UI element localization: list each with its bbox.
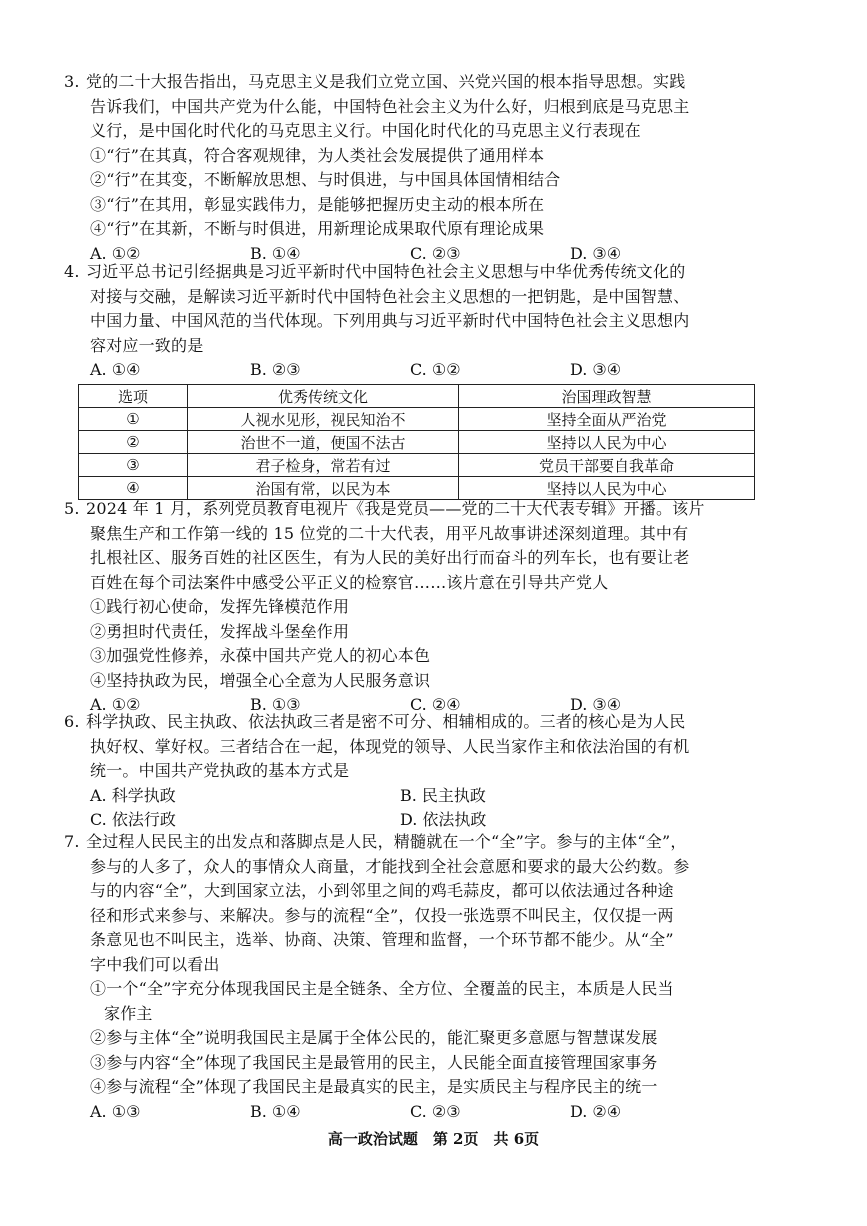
option-c[interactable]: C. ②③ xyxy=(410,1101,461,1121)
table-cell: 坚持以人民为中心 xyxy=(459,477,755,500)
question-5 xyxy=(64,497,754,717)
question-3 xyxy=(64,70,754,266)
question-4 xyxy=(64,260,754,500)
question-number: 4. xyxy=(64,262,80,281)
question-number: 7. xyxy=(64,832,80,851)
statement-1: ①“行”在其真，符合客观规律，为人类社会发展提供了通用样本 xyxy=(90,145,545,165)
question-stem-line: 与的内容“全”，大到国家立法，小到邻里之间的鸡毛蒜皮，都可以依法通过各种途 xyxy=(90,881,674,900)
table-header: 优秀传统文化 xyxy=(188,385,459,408)
question-number: 3. xyxy=(64,72,80,91)
table-cell: 坚持以人民为中心 xyxy=(459,431,755,454)
option-d[interactable]: D. ③④ xyxy=(570,360,622,379)
question-stem-line: 5. 2024 年 1 月，系列党员教育电视片《我是党员——党的二十大代表专辑》开播。该片 xyxy=(64,497,754,522)
table-cell: 人视水见形，视民知治不 xyxy=(188,408,459,431)
question-stem-line: 百姓在每个司法案件中感受公平正义的检察官……该片意在引导共产党人 xyxy=(90,572,609,592)
statement-1: ①践行初心使命，发挥先锋模范作用 xyxy=(90,597,350,616)
option-b[interactable]: B. 民主执政 xyxy=(400,785,486,805)
statement-3: ③“行”在其用，彰显实践伟力，是能够把握历史主动的根本所在 xyxy=(90,194,545,214)
option-a[interactable]: A. 科学执政 xyxy=(90,785,176,805)
statement-4: ④“行”在其新，不断与时俱进，用新理论成果取代原有理论成果 xyxy=(90,219,545,238)
table-row xyxy=(79,454,755,477)
table-cell: ④ xyxy=(79,477,188,500)
answer-options xyxy=(64,1100,754,1124)
question-stem-line: 参与的人多了，众人的事情众人商量，才能找到全社会意愿和要求的最大公约数。参 xyxy=(90,856,690,876)
answer-options xyxy=(64,358,754,382)
question-stem-line: 对接与交融，是解读习近平新时代中国特色社会主义思想的一把钥匙，是中国智慧、 xyxy=(90,286,690,306)
option-b[interactable]: B. ①③ xyxy=(250,695,301,714)
statement-1: ①一个“全”字充分体现我国民主是全链条、全方位、全覆盖的民主，本质是人民当 xyxy=(90,979,674,998)
table-cell: 君子检身，常若有过 xyxy=(188,454,459,477)
question-stem-line: 中国力量、中国风范的当代体现。下列用典与习近平新时代中国特色社会主义思想内 xyxy=(90,311,690,330)
option-a[interactable]: A. ①④ xyxy=(90,360,141,379)
option-d[interactable]: D. ③④ xyxy=(570,243,622,263)
question-number: 5. xyxy=(64,499,80,518)
table-header-row xyxy=(79,385,755,408)
question-6 xyxy=(64,710,754,832)
allusion-table xyxy=(78,384,755,500)
statement-4: ④参与流程“全”体现了我国民主是最真实的民主，是实质民主与程序民主的统一 xyxy=(90,1077,658,1096)
question-stem-line: 扎根社区、服务百姓的社区医生，有为人民的美好出行而奋斗的列车长，也有要让老 xyxy=(90,548,690,567)
table-cell: ② xyxy=(79,431,188,454)
question-stem-line: 告诉我们，中国共产党为什么能，中国特色社会主义为什么好，归根到底是马克思主 xyxy=(90,96,690,116)
question-stem-line: 条意见也不叫民主，选举、协商、决策、管理和监督，一个环节都不能少。从“全” xyxy=(90,930,674,949)
option-b[interactable]: B. ①④ xyxy=(250,243,301,263)
question-stem-line: 6. 科学执政、民主执政、依法执政三者是密不可分、相辅相成的。三者的核心是为人民 xyxy=(64,710,754,735)
table-cell: ① xyxy=(79,408,188,431)
question-stem-line: 字中我们可以看出 xyxy=(90,954,220,974)
question-stem-line: 义行，是中国化时代化的马克思主义行。中国化时代化的马克思主义行表现在 xyxy=(90,121,641,140)
statement-2: ②“行”在其变，不断解放思想、与时俱进，与中国具体国情相结合 xyxy=(90,170,561,189)
option-b[interactable]: B. ②③ xyxy=(250,360,301,379)
option-b[interactable]: B. ①④ xyxy=(250,1101,301,1121)
answer-options xyxy=(64,784,754,832)
question-stem-line: 径和形式来参与、来解决。参与的流程“全”，仅投一张选票不叫民主，仅仅提一两 xyxy=(90,905,674,925)
option-d[interactable]: D. ②④ xyxy=(570,1101,622,1121)
table-cell: ③ xyxy=(79,454,188,477)
table-header: 治国理政智慧 xyxy=(459,385,755,408)
question-7 xyxy=(64,830,754,1124)
statement-2: ②勇担时代责任，发挥战斗堡垒作用 xyxy=(90,621,350,641)
table-cell: 坚持全面从严治党 xyxy=(459,408,755,431)
statement-2: ②参与主体“全”说明我国民主是属于全体公民的，能汇聚更多意愿与智慧谋发展 xyxy=(90,1028,658,1047)
table-cell: 治国有常，以民为本 xyxy=(188,477,459,500)
question-stem-line: 4. 习近平总书记引经据典是习近平新时代中国特色社会主义思想与中华优秀传统文化的 xyxy=(64,260,754,285)
option-a[interactable]: A. ①② xyxy=(90,695,141,714)
table-row xyxy=(79,408,755,431)
question-stem-line: 7. 全过程人民民主的出发点和落脚点是人民，精髓就在一个“全”字。参与的主体“全”， xyxy=(64,830,754,855)
option-a[interactable]: A. ①② xyxy=(90,243,141,263)
statement-3: ③加强党性修养，永葆中国共产党人的初心本色 xyxy=(90,646,431,665)
question-stem-line: 统一。中国共产党执政的基本方式是 xyxy=(90,761,350,780)
question-number: 6. xyxy=(64,712,80,731)
question-stem-line: 3. 党的二十大报告指出，马克思主义是我们立党立国、兴党兴国的根本指导思想。实践 xyxy=(64,70,754,95)
question-stem-line: 执好权、掌好权。三者结合在一起，体现党的领导、人民当家作主和依法治国的有机 xyxy=(90,736,690,756)
option-d[interactable]: D. ③④ xyxy=(570,695,622,714)
option-c[interactable]: C. ②③ xyxy=(410,243,461,263)
table-cell: 治世不一道，便国不法古 xyxy=(188,431,459,454)
question-stem-line: 容对应一致的是 xyxy=(90,335,204,355)
page-footer: 高一政治试题 第 2页 共 6页 xyxy=(327,1130,540,1148)
option-d[interactable]: D. 依法执政 xyxy=(400,809,487,829)
option-c[interactable]: C. ①② xyxy=(410,360,461,379)
table-cell: 党员干部要自我革命 xyxy=(459,454,755,477)
option-a[interactable]: A. ①③ xyxy=(90,1101,141,1121)
table-header: 选项 xyxy=(79,385,188,408)
statement-4: ④坚持执政为民，增强全心全意为人民服务意识 xyxy=(90,670,431,690)
question-stem-line: 聚焦生产和工作第一线的 15 位党的二十大代表，用平凡故事讲述深刻道理。其中有 xyxy=(90,523,689,543)
statement-1-continued: 家作主 xyxy=(104,1003,153,1023)
table-row xyxy=(79,431,755,454)
statement-3: ③参与内容“全”体现了我国民主是最管用的民主，人民能全面直接管理国家事务 xyxy=(90,1052,658,1072)
option-c[interactable]: C. 依法行政 xyxy=(90,809,176,829)
option-c[interactable]: C. ②④ xyxy=(410,695,461,714)
